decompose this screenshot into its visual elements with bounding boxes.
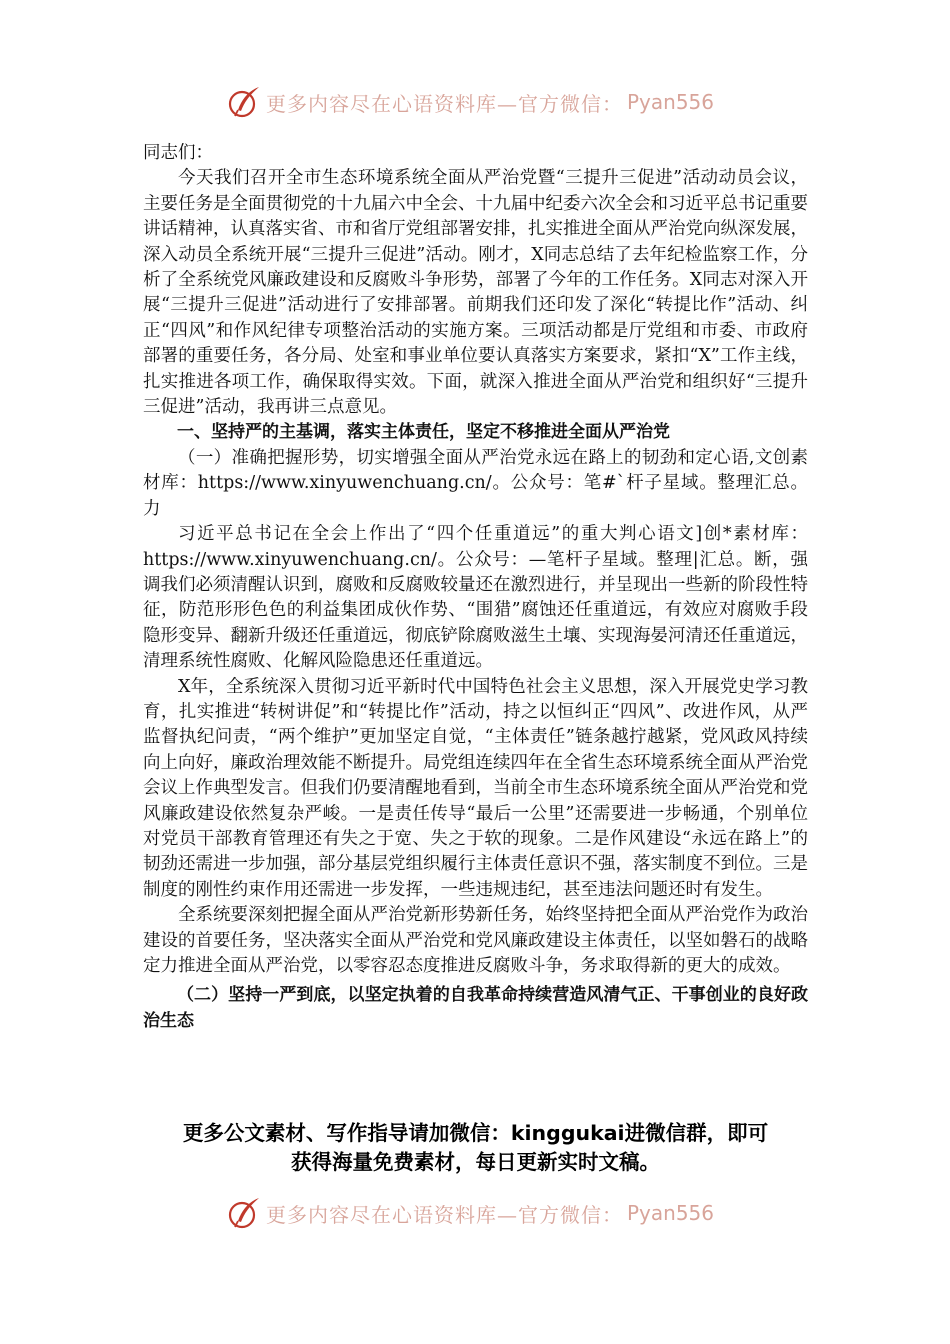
banner-text: 更多内容尽在心语资料库—官方微信： [266,1202,623,1227]
promo-notice [143,1119,808,1177]
document-body [143,141,808,1034]
paragraph-intro: 今天我们召开全市生态环境系统全面从严治党暨“三提升三促进”活动动员会议，主要任务是全面贯彻党的十九届六中全会、十九届中纪委六次全会和习近平总书记重要讲话精神，认真落实省、市和省厅党组部署安排，扎实推进全面从严治党向纵深发展，深入动员全系统开展“三提升三促进”活动。刚才，X同志总结了去年纪检监察工作，分析了全系统党风廉政建设和反腐败斗争形势，部署了今年的工作任务。X同志对深入开展“三提升三促进”活动进行了安排部署。前期我们还印发了深化“转提比作”活动、纠正“四风”和作风纪律专项整治活动的实施方案。三项活动都是厅党组和市委、市政府部署的重要任务，各分局、处室和事业单位要认真落实方案要求，紧扣“X”工作主线，扎实推进各项工作，确保取得实效。下面，就深入推进全面从严治党和组织好“三提升三促进”活动，我再讲三点意见。 [143,168,808,418]
feather-pen-logo-icon [226,84,262,120]
banner-text: 更多内容尽在心语资料库—官方微信： [266,91,623,116]
header-banner [226,82,746,122]
paragraph-4: 全系统要深刻把握全面从严治党新形势新任务，始终坚持把全面从严治党作为政治建设的首要任务，坚决落实全面从严治党和党风廉政建设主体责任，以坚如磐石的战略定力推进全面从严治党，以零容忍态度推进反腐败斗争，务求取得新的更大的成效。 [143,905,808,976]
paragraph-2: 习近平总书记在全会上作出了“四个任重道远”的重大判心语文]创*素材库：https://www.xinyuwenchuang.cn/。公众号：—笔杆子星域。整理|汇总。断，强调我们必须清醒认识到，腐败和反腐败较量还在激烈进行，并呈现出一些新的阶段性特征，防范形形色色的利益集团成伙作势、“围猎”腐蚀还任重道远，有效应对腐败手段隐形变异、翻新升级还任重道远，彻底铲除腐败滋生土壤、实现海晏河清还任重道远，清理系统性腐败、化解风险隐患还任重道远。 [143,524,808,672]
feather-pen-logo-icon [226,1195,262,1231]
banner-wechat-id: Pyan556 [627,90,715,114]
subheading-1: （一）准确把握形势，切实增强全面从严治党永远在路上的韧劲和定心语,文创素材库：https://www.xinyuwenchuang.cn/。公众号：笔#`杆子星域。整理汇总。力 [143,447,808,519]
footer-banner [226,1193,746,1233]
subheading-2: （二）坚持一严到底，以坚定执着的自我革命持续营造风清气正、干事创业的良好政治生态 [143,985,808,1031]
paragraph-3: X年，全系统深入贯彻习近平新时代中国特色社会主义思想，深入开展党史学习教育，扎实推进“转树讲促”和“转提比作”活动，持之以恒纠正“四风”、改进作风，从严监督执纪问责，“两个维护”更加坚定自觉，“主体责任”链条越拧越紧，党风政风持续向上向好，廉政治理效能不断提升。局党组连续四年在全省生态环境系统全面从严治党会议上作典型发言。但我们仍要清醒地看到，当前全市生态环境系统全面从严治党和党风廉政建设依然复杂严峻。一是责任传导“最后一公里”还需要进一步畅通，个别单位对党员干部教育管理还有失之于宽、失之于软的现象。二是作风建设“永远在路上”的韧劲还需进一步加强，部分基层党组织履行主体责任意识不强，落实制度不到位。三是制度的刚性约束作用还需进一步发挥，一些违规违纪，甚至违法问题还时有发生。 [143,676,808,900]
salutation: 同志们： [143,143,213,163]
promo-line-2: 获得海量免费素材，每日更新实时文稿。 [291,1150,660,1174]
heading-1: 一、坚持严的主基调，落实主体责任，坚定不移推进全面从严治党 [177,422,670,443]
promo-line-1: 更多公文素材、写作指导请加微信：kinggukai进微信群，即可 [182,1121,769,1145]
banner-wechat-id: Pyan556 [627,1201,715,1225]
